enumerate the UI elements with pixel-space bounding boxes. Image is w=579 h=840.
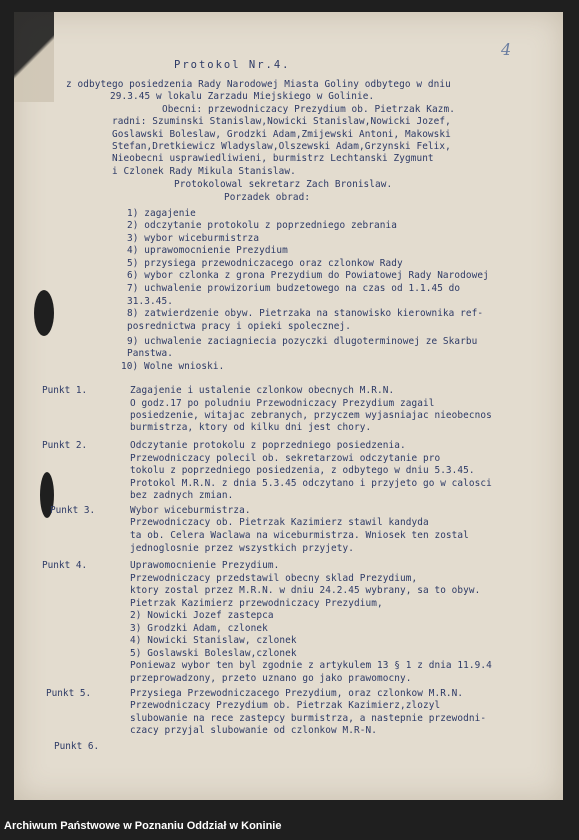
header-line: Nieobecni usprawiedliwieni, burmistrz Lechtanski Zygmunt — [112, 153, 434, 164]
point-text-line: Pietrzak Kazimierz przewodniczacy Prezydium, — [130, 598, 383, 609]
agenda-item: 2) odczytanie protokolu z poprzedniego zebrania — [127, 220, 397, 231]
point-text-line: jednoglosnie przez wszystkich przyjety. — [130, 543, 355, 554]
agenda-item: Panstwa. — [127, 348, 173, 359]
point-text-line: przeprowadzony, przeto uznano go jako prawomocny. — [130, 673, 412, 684]
point-label: Punkt 5. — [46, 688, 92, 699]
agenda-item: posrednictwa pracy i opieki spolecznej. — [127, 321, 352, 332]
agenda-item: 7) uchwalenie prowizorium budzetowego na czas od 1.1.45 do — [127, 283, 461, 294]
point-text-line: slubowanie na rece zastepcy burmistrza, a nastepnie przewodni- — [130, 713, 487, 724]
point-text-line: Zagajenie i ustalenie czlonkow obecnych M.R.N. — [130, 385, 395, 396]
agenda-item: 3) wybor wiceburmistrza — [127, 233, 260, 244]
point-label: Punkt 3. — [50, 505, 96, 516]
header-line: Stefan,Dretkiewicz Wladyslaw,Olszewski Adam,Grzynski Felix, — [112, 141, 451, 152]
point-label: Punkt 6. — [54, 741, 100, 752]
point-label: Punkt 1. — [42, 385, 88, 396]
header-line: i Czlonek Rady Mikula Stanislaw. — [112, 166, 296, 177]
point-text-line: Przewodniczacy ob. Pietrzak Kazimierz stawil kandyda — [130, 517, 429, 528]
point-text-line: Przewodniczacy polecil ob. sekretarzowi odczytanie pro — [130, 453, 441, 464]
point-text-line: Protokol M.R.N. z dnia 5.3.45 odczytano i przyjeto go w calosci — [130, 478, 492, 489]
point-text-line: posiedzenie, witajac zebranych, przyczem wyjasniajac nieobecnos — [130, 410, 492, 421]
point-text-line: Poniewaz wybor ten byl zgodnie z artykulem 13 § 1 z dnia 11.9.4 — [130, 660, 492, 671]
point-text-line: czacy przyjal slubowanie od czlonkow M.R-N. — [130, 725, 378, 736]
header-line: Obecni: przewodniczacy Prezydium ob. Pietrzak Kazm. — [162, 104, 455, 115]
page-number: 4 — [501, 40, 512, 59]
point-text-line: ta ob. Celera Waclawa na wiceburmistrza. Wniosek ten zostal — [130, 530, 469, 541]
point-label: Punkt 2. — [42, 440, 88, 451]
header-line: Goslawski Boleslaw, Grodzki Adam,Zmijewski Antoni, Makowski — [112, 129, 451, 140]
archive-footer — [0, 815, 579, 840]
agenda-item: 5) przysiega przewodniczacego oraz czlonkow Rady — [127, 258, 403, 269]
point-text-line: bez zadnych zmian. — [130, 490, 234, 501]
point-text-line: ktory zostal przez M.R.N. w dniu 24.2.45 wybrany, sa to obyw. — [130, 585, 481, 596]
agenda-item: 10) Wolne wnioski. — [121, 361, 225, 372]
point-text-line: Przysiega Przewodniczacego Prezydium, oraz czlonkow M.R.N. — [130, 688, 464, 699]
point-text-line: 2) Nowicki Jozef zastepca — [130, 610, 274, 621]
point-text-line: Uprawomocnienie Prezydium. — [130, 560, 280, 571]
point-text-line: 4) Nowicki Stanislaw, czlonek — [130, 635, 297, 646]
point-text-line: 3) Grodzki Adam, czlonek — [130, 623, 268, 634]
point-text-line: Wybor wiceburmistrza. — [130, 505, 251, 516]
header-line: Protokolowal sekretarz Zach Bronislaw. — [174, 179, 393, 190]
agenda-item: 31.3.45. — [127, 296, 173, 307]
header-line: 29.3.45 w lokalu Zarzadu Miejskiego w Golinie. — [110, 91, 375, 102]
header-line: z odbytego posiedzenia Rady Narodowej Miasta Goliny odbytego w dniu — [66, 79, 451, 90]
point-label: Punkt 4. — [42, 560, 88, 571]
agenda-item: 1) zagajenie — [127, 208, 196, 219]
point-text-line: Przewodniczacy przedstawil obecny sklad Prezydium, — [130, 573, 418, 584]
punch-hole — [34, 290, 54, 336]
page-title: Protokol Nr.4. — [174, 59, 291, 71]
point-text-line: Odczytanie protokolu z poprzedniego posiedzenia. — [130, 440, 406, 451]
point-text-line: Przewodniczacy Prezydium ob. Pietrzak Kazimierz,zlozyl — [130, 700, 441, 711]
agenda-item: 8) zatwierdzenie obyw. Pietrzaka na stanowisko kierownika ref- — [127, 308, 484, 319]
point-text-line: burmistrza, ktory od kilku dni jest chory. — [130, 422, 372, 433]
point-text-line: O godz.17 po poludniu Przewodniczacy Prezydium zagail — [130, 398, 435, 409]
header-line: Porzadek obrad: — [224, 192, 311, 203]
point-text-line: tokolu z poprzedniego posiedzenia, z odbytego w dniu 5.3.45. — [130, 465, 475, 476]
agenda-item: 9) uchwalenie zaciagniecia pozyczki dlugoterminowej ze Skarbu — [127, 336, 478, 347]
header-line: radni: Szuminski Stanislaw,Nowicki Stanislaw,Nowicki Jozef, — [112, 116, 451, 127]
agenda-item: 4) uprawomocnienie Prezydium — [127, 245, 288, 256]
folded-corner — [14, 12, 54, 102]
archive-name: Archiwum Państwowe w Poznaniu Oddział w Koninie — [4, 820, 282, 832]
point-text-line: 5) Goslawski Boleslaw,czlonek — [130, 648, 297, 659]
document-page — [14, 12, 563, 800]
agenda-item: 6) wybor czlonka z grona Prezydium do Powiatowej Rady Narodowej — [127, 270, 489, 281]
